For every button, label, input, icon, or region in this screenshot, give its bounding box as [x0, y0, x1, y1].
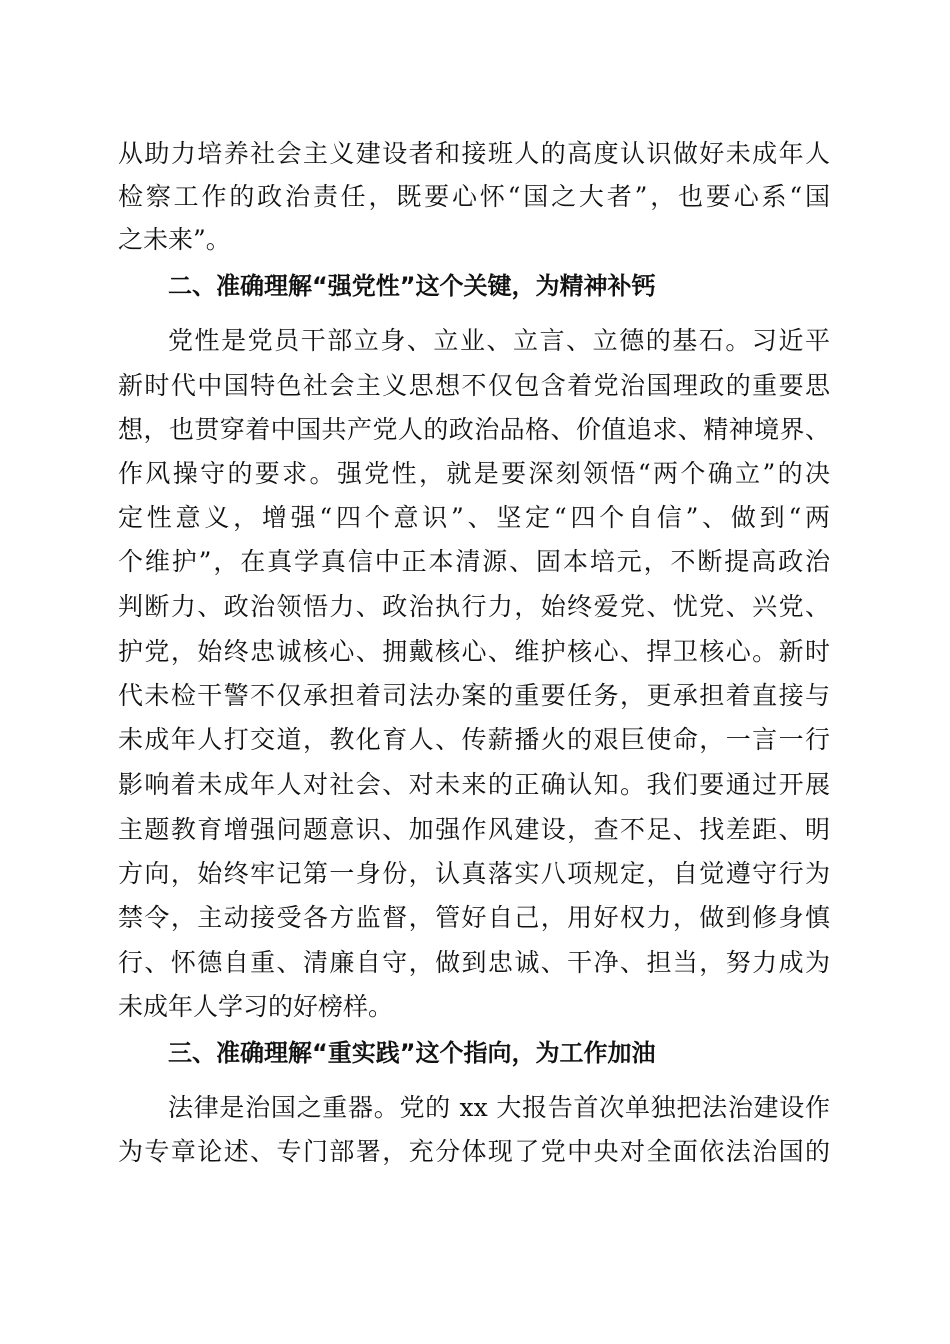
paragraph-2-line-6: 个维护”，在真学真信中正本清源、固本培元，不断提高政治 — [118, 547, 830, 576]
paragraph-1-line-2: 检察工作的政治责任，既要心怀“国之大者”，也要心系“国 — [118, 182, 830, 211]
paragraph-2-line-16: 未成年人学习的好榜样。 — [118, 992, 394, 1021]
paragraph-2-line-8: 护党，始终忠诚核心、拥戴核心、维护核心、捍卫核心。新时 — [118, 637, 830, 666]
paragraph-2-line-5: 定性意义，增强“四个意识”、坚定“四个自信”、做到“两 — [118, 503, 830, 532]
paragraph-1-line-3: 之未来”。 — [118, 225, 231, 254]
paragraph-2-line-2: 新时代中国特色社会主义思想不仅包含着党治国理政的重要思 — [118, 371, 830, 400]
paragraph-2-line-11: 影响着未成年人对社会、对未来的正确认知。我们要通过开展 — [118, 770, 830, 799]
section-heading-3: 三、准确理解“重实践”这个指向，为工作加油 — [168, 1039, 656, 1067]
paragraph-2-line-10: 未成年人打交道，教化育人、传薪播火的艰巨使命，一言一行 — [118, 725, 830, 754]
paragraph-2-line-13: 方向，始终牢记第一身份，认真落实八项规定，自觉遵守行为 — [118, 859, 830, 888]
paragraph-2-line-9: 代未检干警不仅承担着司法办案的重要任务，更承担着直接与 — [118, 681, 830, 710]
paragraph-2-line-12: 主题教育增强问题意识、加强作风建设，查不足、找差距、明 — [118, 815, 830, 844]
paragraph-2-line-4: 作风操守的要求。强党性，就是要深刻领悟“两个确立”的决 — [118, 459, 830, 488]
paragraph-3-line-1: 法律是治国之重器。党的 xx 大报告首次单独把法治建设作 — [168, 1093, 830, 1122]
paragraph-2-line-7: 判断力、政治领悟力、政治执行力，始终爱党、忧党、兴党、 — [118, 592, 830, 621]
paragraph-2-line-3: 想，也贯穿着中国共产党人的政治品格、价值追求、精神境界、 — [118, 415, 830, 444]
paragraph-3-line-2: 为专章论述、专门部署，充分体现了党中央对全面依法治国的 — [118, 1137, 830, 1166]
paragraph-1-line-1: 从助力培养社会主义建设者和接班人的高度认识做好未成年人 — [118, 139, 830, 168]
section-heading-2: 二、准确理解“强党性”这个关键，为精神补钙 — [168, 272, 656, 300]
paragraph-2-line-1: 党性是党员干部立身、立业、立言、立德的基石。习近平 — [168, 326, 830, 355]
paragraph-2-line-14: 禁令，主动接受各方监督，管好自己，用好权力，做到修身慎 — [118, 903, 830, 932]
paragraph-2-line-15: 行、怀德自重、清廉自守，做到忠诚、干净、担当，努力成为 — [118, 948, 830, 977]
